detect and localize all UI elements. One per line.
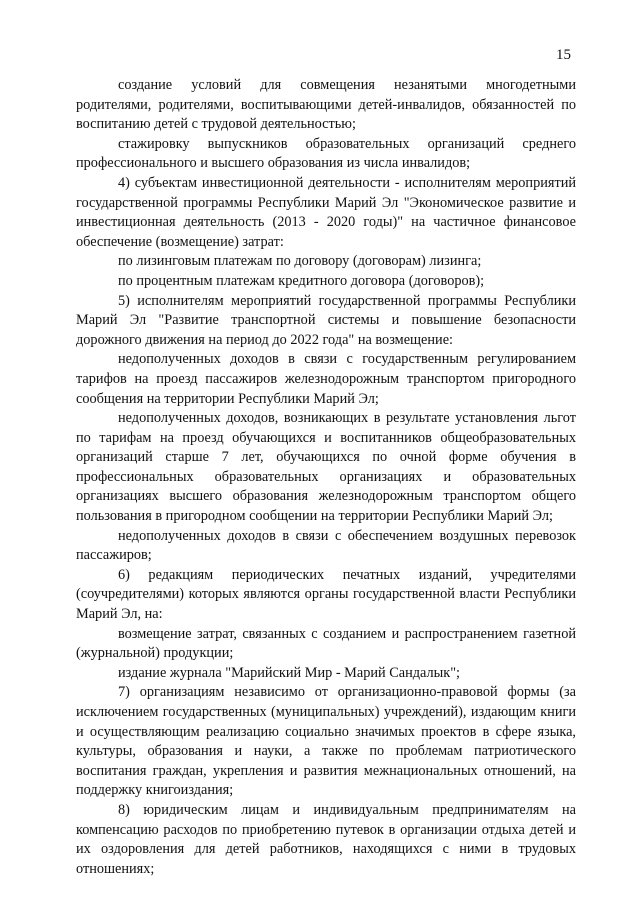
paragraph: 6) редакциям периодических печатных изданий, учредителями (соучредителями) которых являются органы государственной власти Республики Марий Эл, на:: [76, 566, 576, 623]
paragraph: издание журнала "Марийский Мир - Марий Сандалык";: [118, 664, 461, 681]
paragraph: недополученных доходов в связи с государственным регулированием тарифов на проезд пассажиров железнодорожным транспортом пригородного сообщения на территории Республики Марий Эл;: [76, 351, 576, 407]
paragraph: недополученных доходов, возникающих в результате установления льгот по тарифам на проезд обучающихся и воспитанников общеобразовательных организаций старше 7 лет, обучающихся по очной форме обучения в профессиональных образовательных организациях и образовательных организациях высшего образования железнодорожным транспортом общего пользования в пригородном сообщении на территории Республики Марий Эл;: [76, 410, 576, 525]
paragraph: создание условий для совмещения незанятыми многодетными родителями, родителями, воспитывающими детей-инвалидов, обязанностей по воспитанию детей с трудовой деятельностью;: [76, 77, 576, 133]
paragraph: по лизинговым платежам по договору (договорам) лизинга;: [118, 253, 482, 270]
paragraph: по процентным платежам кредитного договора (договоров);: [118, 272, 485, 289]
paragraph: 5) исполнителям мероприятий государственной программы Республики Марий Эл "Развитие транспортной системы и повышение безопасности дорожного движения на период до 2022 года" на возмещение:: [76, 292, 576, 348]
page-number: 15: [556, 47, 571, 63]
paragraph: 4) субъектам инвестиционной деятельности - исполнителям мероприятий государственной программы Республики Марий Эл "Экономическое развитие и инвестиционная деятельность (2013 - 2020 годы)" на частичное финансовое обеспечение (возмещение) затрат:: [76, 174, 576, 250]
paragraph: 7) организациям независимо от организационно-правовой формы (за исключением государственных (муниципальных) учреждений), издающим книги и осуществляющим реализацию социально значимых проектов в сфере языка, культуры, образования и науки, а также по проблемам патриотического воспитания граждан, укрепления и развития межнациональных отношений, на поддержку книгоиздания;: [76, 684, 576, 799]
paragraph: 8) юридическим лицам и индивидуальным предпринимателям на компенсацию расходов по приобретению путевок в организации отдыха детей и их оздоровления для детей работников, находящихся с ними в трудовых отношениях;: [76, 801, 576, 877]
paragraph: стажировку выпускников образовательных организаций среднего профессионального и высшего образования из числа инвалидов;: [76, 135, 576, 172]
paragraph: возмещение затрат, связанных с созданием и распространением газетной (журнальной) продукции;: [76, 625, 576, 662]
document-body: [76, 76, 576, 879]
paragraph: недополученных доходов в связи с обеспечением воздушных перевозок пассажиров;: [76, 527, 576, 564]
